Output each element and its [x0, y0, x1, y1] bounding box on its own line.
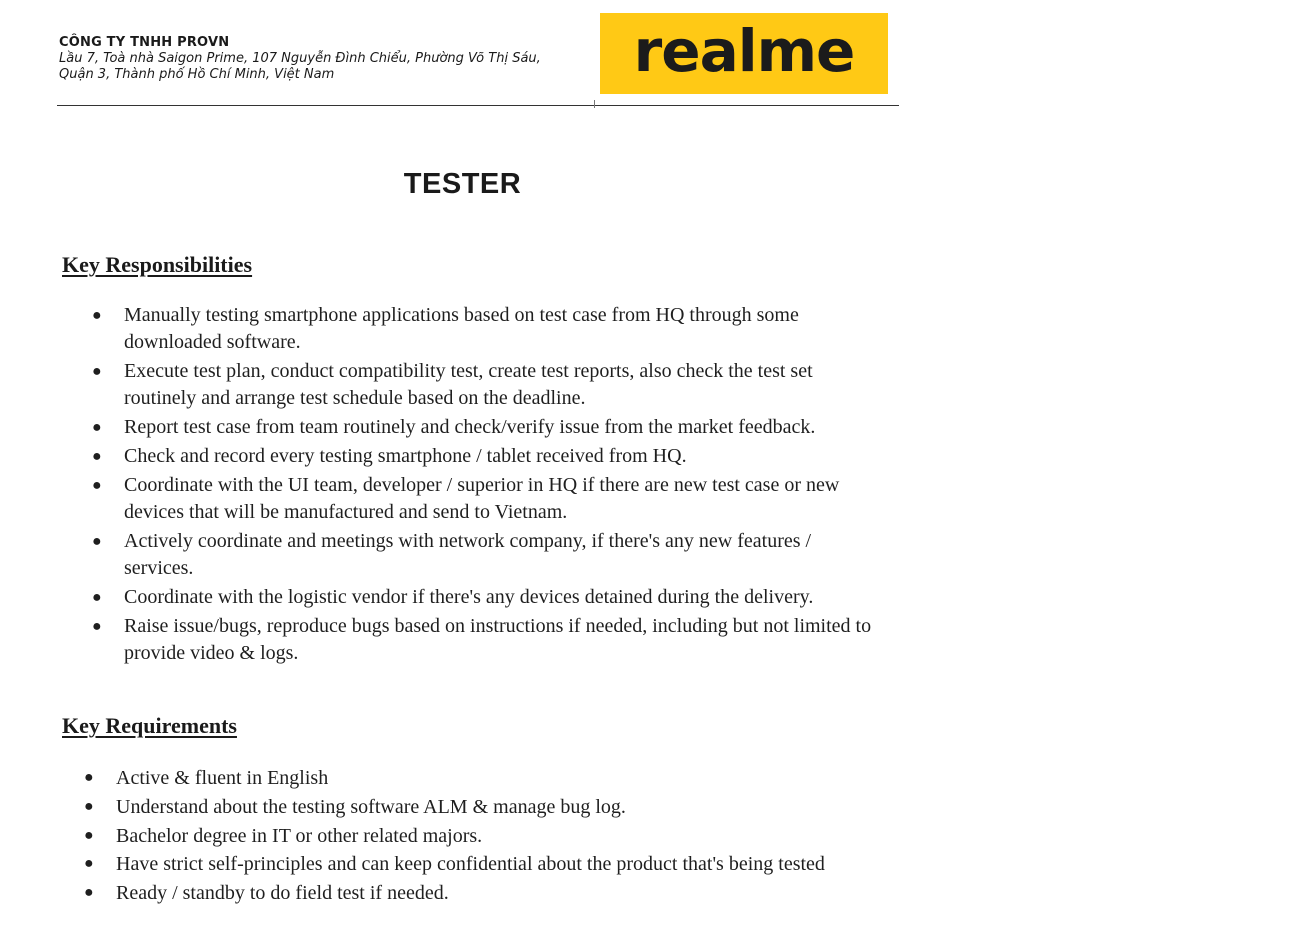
list-item [92, 528, 884, 582]
page-title: TESTER [403, 168, 522, 200]
list-item [92, 613, 884, 667]
logo-text: realme [633, 17, 855, 85]
realme-logo [600, 13, 888, 94]
bullet-icon: ● [84, 884, 94, 902]
bullet-icon: ● [84, 855, 94, 873]
bullet-icon: ● [84, 826, 94, 844]
list-item [84, 879, 906, 908]
bullet-icon: ● [92, 448, 102, 465]
realme-logo-wordmark [600, 13, 888, 94]
responsibilities-list [92, 302, 884, 669]
bullet-icon: ● [84, 769, 94, 786]
responsibilities-heading: Key Responsibilities [62, 252, 253, 277]
list-item [84, 850, 906, 879]
list-item-text: Raise issue/bugs, reproduce bugs based on instructions if needed, including but not limited to provide video & logs. [124, 615, 872, 664]
list-item-text: Have strict self-principles and can keep confidential about the product that's being tested [116, 853, 825, 876]
list-item [84, 764, 906, 793]
bullet-icon: ● [92, 589, 102, 606]
list-item [92, 472, 884, 526]
company-info [59, 34, 599, 83]
requirements-heading: Key Requirements [62, 713, 237, 738]
list-item [92, 302, 884, 356]
bullet-icon: ● [84, 797, 94, 815]
list-item-text: Execute test plan, conduct compatibility test, create test reports, also check the test set routinely and arrange test schedule based on the deadline. [124, 360, 813, 409]
list-item [92, 358, 884, 412]
bullet-icon: ● [92, 618, 102, 635]
bullet-icon: ● [92, 477, 102, 494]
list-item [92, 443, 884, 470]
list-item-text: Report test case from team routinely and check/verify issue from the market feedback. [124, 416, 816, 438]
company-address-line-2: Quận 3, Thành phố Hồ Chí Minh, Việt Nam [59, 67, 335, 82]
list-item-text: Manually testing smartphone applications based on test case from HQ through some downloaded software. [124, 304, 799, 353]
list-item-text: Ready / standby to do field test if needed. [116, 882, 449, 905]
header-divider-tick [594, 100, 595, 108]
company-name: CÔNG TY TNHH PROVN [59, 35, 230, 50]
list-item-text: Active & fluent in English [116, 767, 329, 789]
list-item [84, 793, 906, 822]
list-item-text: Coordinate with the UI team, developer / superior in HQ if there are new test case or new devices that will be manufactured and send to Vietnam. [124, 474, 840, 523]
list-item-text: Check and record every testing smartphone / tablet received from HQ. [124, 445, 687, 467]
list-item [92, 584, 884, 611]
bullet-icon: ● [92, 363, 102, 380]
list-item-text: Bachelor degree in IT or other related majors. [116, 824, 483, 847]
company-address-line-1: Lầu 7, Toà nhà Saigon Prime, 107 Nguyễn Đình Chiểu, Phường Võ Thị Sáu, [59, 51, 541, 66]
header-divider [57, 105, 899, 106]
list-item-text: Actively coordinate and meetings with network company, if there's any new features / services. [124, 530, 812, 579]
list-item [84, 822, 906, 851]
bullet-icon: ● [92, 307, 102, 324]
list-item [92, 414, 884, 441]
list-item-text: Coordinate with the logistic vendor if there's any devices detained during the delivery. [124, 586, 814, 608]
bullet-icon: ● [92, 419, 102, 436]
bullet-icon: ● [92, 533, 102, 550]
list-item-text: Understand about the testing software ALM & manage bug log. [116, 795, 626, 818]
requirements-list [84, 764, 906, 908]
